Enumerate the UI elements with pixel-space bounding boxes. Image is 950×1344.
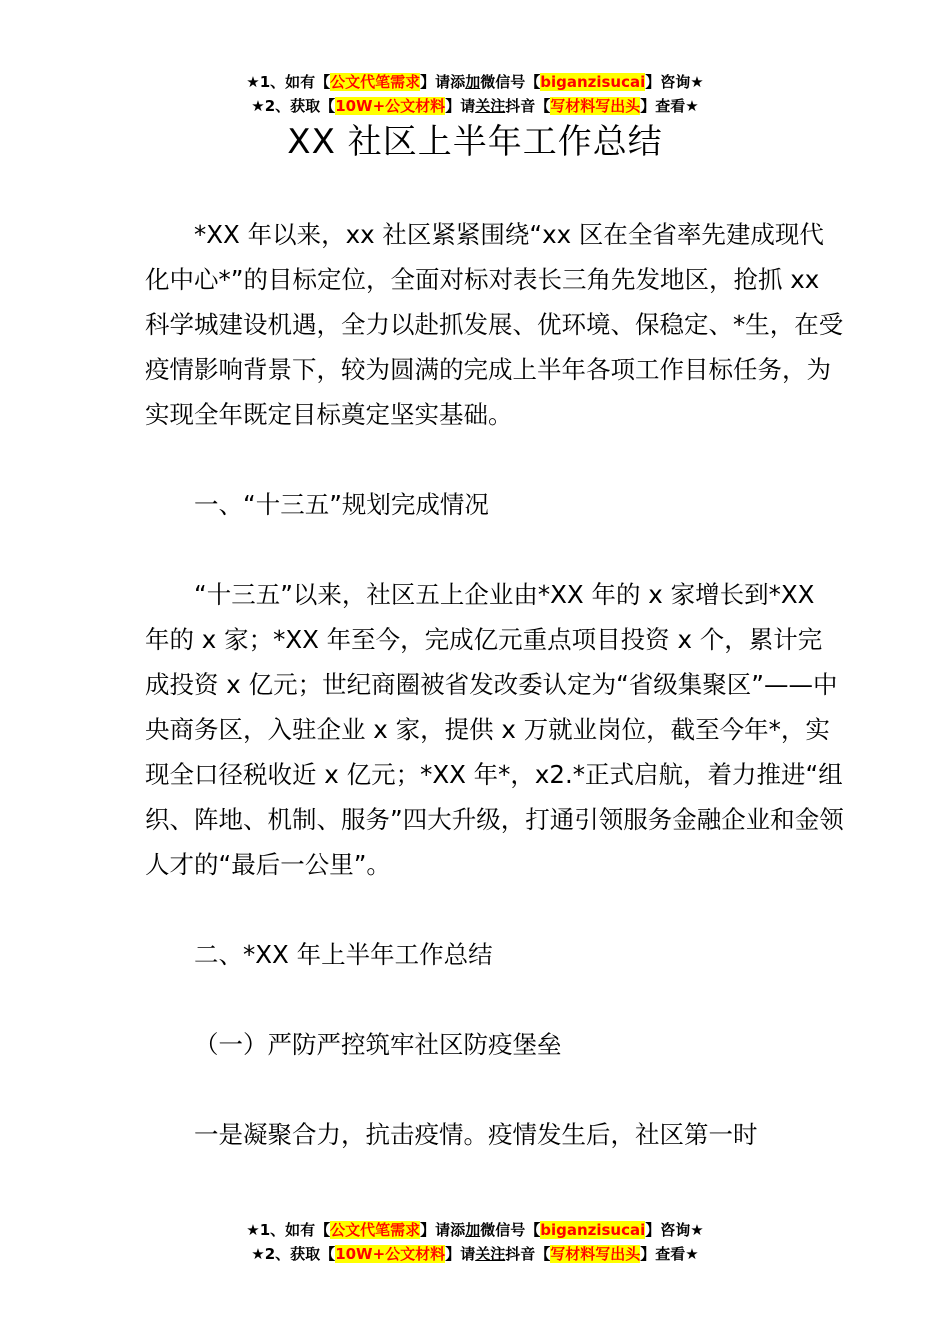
banner-text: 微信号【 [480, 1221, 541, 1239]
highlight-text: 公文代笔需求 [330, 73, 421, 91]
highlight-text: biganzisucai [540, 1221, 646, 1239]
bottom-banner [0, 1218, 950, 1266]
banner-text: 抖音【 [505, 97, 551, 115]
banner-text: 】咨询★ [645, 73, 704, 91]
paragraph-intro: *XX 年以来，xx 社区紧紧围绕“xx 区在全省率先建成现代化中心*”的目标定位，全面对标对表长三角先发地区，抢抓 xx 科学城建设机遇，全力以赴抓发展、优环境、保稳定、*生，在受疫情影响背景下，较为圆满的完成上半年各项工作目标任务，为实现全年既定目标奠定坚实基础。 [145, 220, 844, 429]
highlight-text: 10W+公文材料 [335, 97, 446, 115]
highlight-text: biganzisucai [540, 73, 646, 91]
banner-text: 】请 [445, 97, 476, 115]
banner-text: ★1、如有【 [246, 73, 331, 91]
banner-text: ★1、如有【 [246, 1221, 331, 1239]
banner-text: ★2、获取【 [251, 97, 336, 115]
banner-line-2 [0, 94, 950, 118]
highlight-text: 10W+公文材料 [335, 1245, 446, 1263]
banner-text: 抖音【 [505, 1245, 551, 1263]
banner-text: ★2、获取【 [251, 1245, 336, 1263]
highlight-text: 写材料写出头 [550, 97, 641, 115]
underlined-text: 加 [465, 1221, 481, 1239]
section-heading-1: 一、“十三五”规划完成情况 [194, 490, 489, 519]
banner-line-2 [0, 1242, 950, 1266]
document-body [145, 212, 845, 1157]
section-heading-2: 二、*XX 年上半年工作总结 [194, 940, 493, 969]
highlight-text: 写材料写出头 [550, 1245, 641, 1263]
subsection-heading-1: （一）严防严控筑牢社区防疫堡垒 [194, 1030, 562, 1059]
banner-line-1 [0, 1218, 950, 1242]
banner-text: 】请 [445, 1245, 476, 1263]
highlight-text: 公文代笔需求 [330, 1221, 421, 1239]
underlined-text: 关注 [475, 97, 506, 115]
underlined-text: 加 [465, 73, 481, 91]
top-banner [0, 70, 950, 118]
banner-text: 】请添 [420, 73, 466, 91]
banner-text: 微信号【 [480, 73, 541, 91]
banner-text: 】请添 [420, 1221, 466, 1239]
banner-text: 】查看★ [640, 1245, 699, 1263]
banner-text: 】查看★ [640, 97, 699, 115]
underlined-text: 关注 [475, 1245, 506, 1263]
paragraph-section-1: “十三五”以来，社区五上企业由*XX 年的 x 家增长到*XX 年的 x 家；*XX 年至今，完成亿元重点项目投资 x 个，累计完成投资 x 亿元；世纪商圈被省发改委认定为“省级集聚区”——中央商务区，入驻企业 x 家，提供 x 万就业岗位，截至今年*，实现全口径税收近 x 亿元；*XX 年*，x2.*正式启航，着力推进“组织、阵地、机制、服务”四大升级，打通引领服务金融企业和金领人才的“最后一公里”。 [145, 580, 844, 879]
document-title: XX 社区上半年工作总结 [287, 122, 663, 162]
banner-text: 】咨询★ [645, 1221, 704, 1239]
paragraph-subsection-1: 一是凝聚合力，抗击疫情。疫情发生后，社区第一时 [194, 1120, 758, 1149]
banner-line-1 [0, 70, 950, 94]
